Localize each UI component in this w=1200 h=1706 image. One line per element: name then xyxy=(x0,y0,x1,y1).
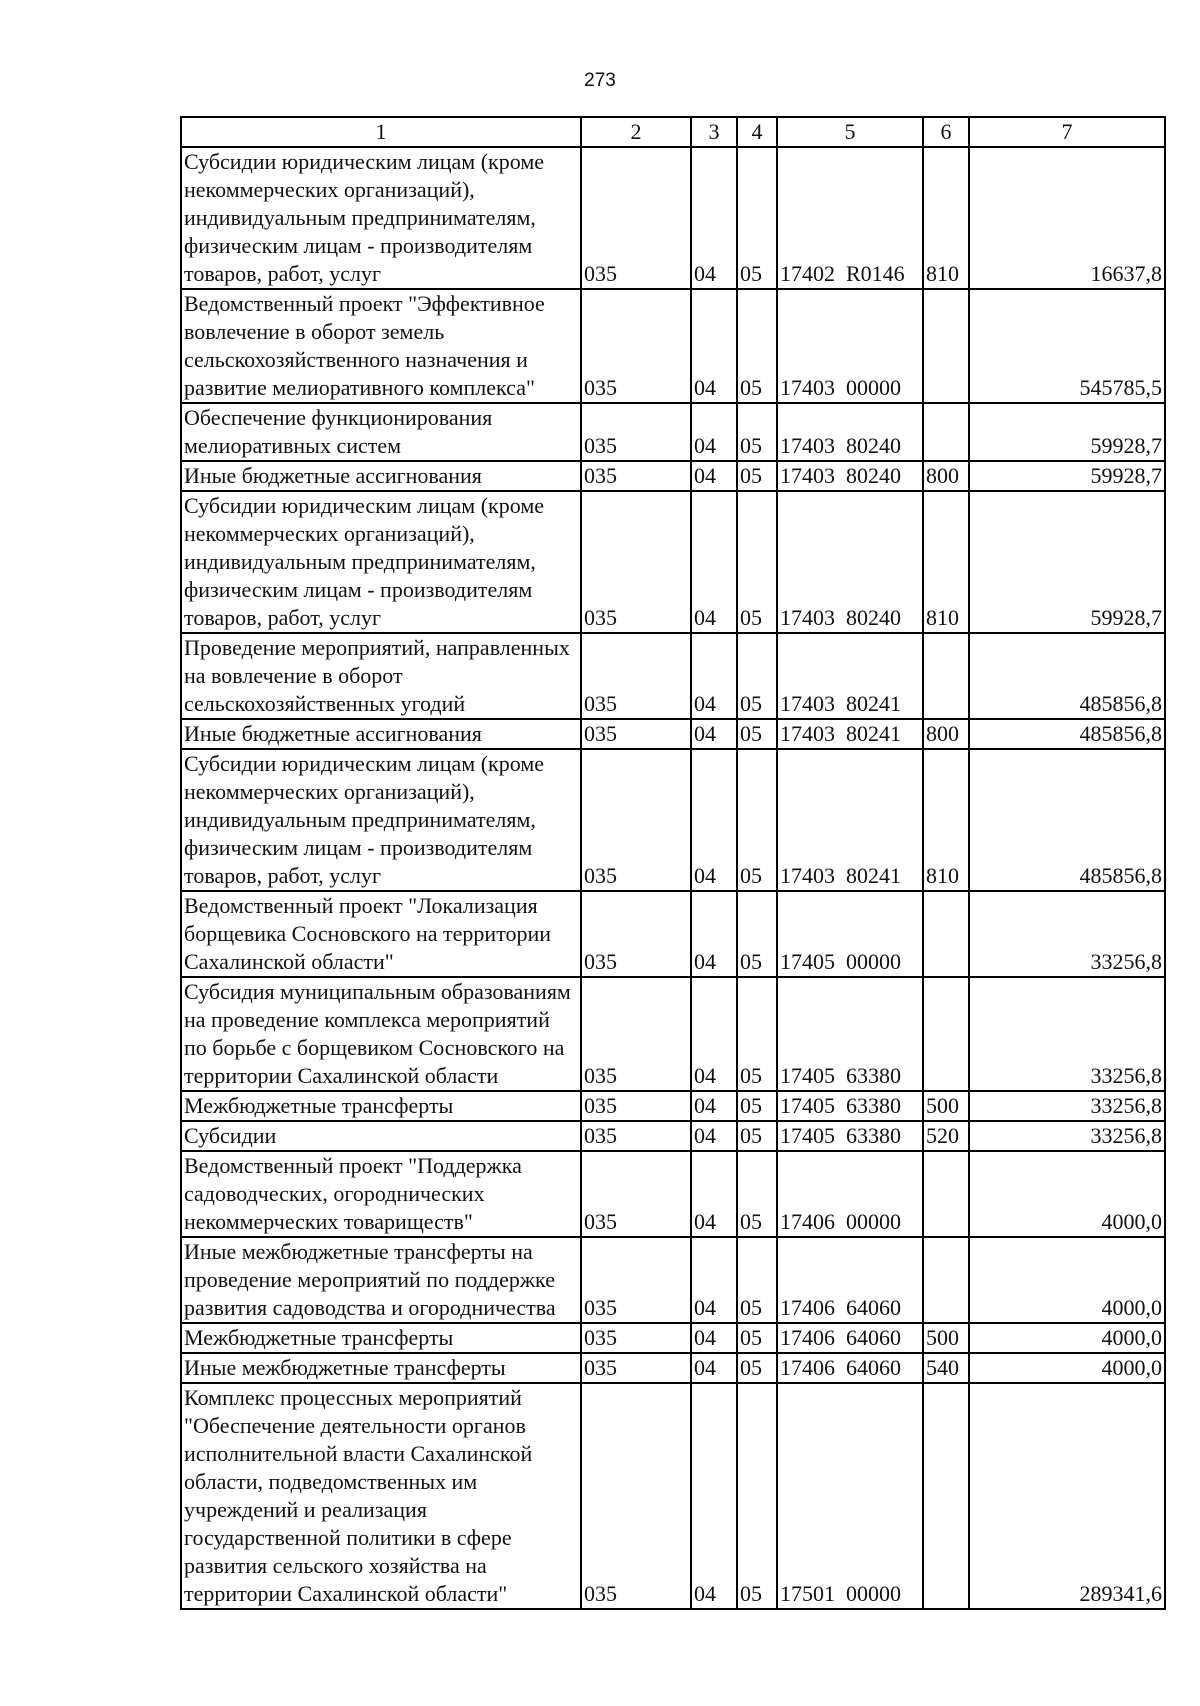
row-name: Иные межбюджетные трансферты на проведение мероприятий по поддержке развития садоводства и огородничества xyxy=(181,1237,581,1323)
row-name: Иные межбюджетные трансферты xyxy=(181,1353,581,1383)
header-col-7: 7 xyxy=(969,117,1165,147)
row-name: Обеспечение функционирования мелиоративных систем xyxy=(181,403,581,461)
header-col-4: 4 xyxy=(737,117,777,147)
row-amount: 33256,8 xyxy=(969,1121,1165,1151)
row-admin-code: 035 xyxy=(581,749,691,891)
row-expense-type: 500 xyxy=(923,1323,969,1353)
row-name: Межбюджетные трансферты xyxy=(181,1323,581,1353)
row-expense-type: 540 xyxy=(923,1353,969,1383)
row-admin-code: 035 xyxy=(581,289,691,403)
row-subsection: 05 xyxy=(737,1151,777,1237)
row-section: 04 xyxy=(691,1383,737,1609)
table-row xyxy=(181,1353,1165,1383)
row-admin-code: 035 xyxy=(581,719,691,749)
row-subsection: 05 xyxy=(737,1383,777,1609)
table-row xyxy=(181,977,1165,1091)
row-amount: 59928,7 xyxy=(969,491,1165,633)
row-expense-type: 520 xyxy=(923,1121,969,1151)
row-subsection: 05 xyxy=(737,1091,777,1121)
page-number: 273 xyxy=(584,70,616,91)
row-admin-code: 035 xyxy=(581,633,691,719)
table-row xyxy=(181,749,1165,891)
row-name: Субсидии юридическим лицам (кроме некоммерческих организаций), индивидуальным предпринимателям, физическим лицам - производителям товаров, работ, услуг xyxy=(181,147,581,289)
row-section: 04 xyxy=(691,147,737,289)
row-subsection: 05 xyxy=(737,719,777,749)
table-row xyxy=(181,719,1165,749)
row-amount: 4000,0 xyxy=(969,1353,1165,1383)
row-subsection: 05 xyxy=(737,1237,777,1323)
row-expense-type xyxy=(923,633,969,719)
row-admin-code: 035 xyxy=(581,491,691,633)
table-row xyxy=(181,891,1165,977)
row-amount: 4000,0 xyxy=(969,1151,1165,1237)
row-name: Субсидии юридическим лицам (кроме некоммерческих организаций), индивидуальным предпринимателям, физическим лицам - производителям товаров, работ, услуг xyxy=(181,749,581,891)
row-amount: 485856,8 xyxy=(969,719,1165,749)
row-name: Ведомственный проект "Эффективное вовлечение в оборот земель сельскохозяйственного назначения и развитие мелиоративного комплекса" xyxy=(181,289,581,403)
row-admin-code: 035 xyxy=(581,891,691,977)
row-amount: 33256,8 xyxy=(969,977,1165,1091)
header-col-1: 1 xyxy=(181,117,581,147)
row-amount: 33256,8 xyxy=(969,1091,1165,1121)
row-expense-type: 810 xyxy=(923,749,969,891)
row-subsection: 05 xyxy=(737,491,777,633)
row-expense-type xyxy=(923,977,969,1091)
row-admin-code: 035 xyxy=(581,1121,691,1151)
row-expense-type: 810 xyxy=(923,491,969,633)
row-expense-type: 800 xyxy=(923,461,969,491)
table-row xyxy=(181,1121,1165,1151)
row-subsection: 05 xyxy=(737,891,777,977)
row-admin-code: 035 xyxy=(581,1353,691,1383)
row-section: 04 xyxy=(691,289,737,403)
row-target-article: 17405 63380 xyxy=(777,1121,923,1151)
table-row xyxy=(181,1237,1165,1323)
row-section: 04 xyxy=(691,1121,737,1151)
row-name: Иные бюджетные ассигнования xyxy=(181,461,581,491)
table-row xyxy=(181,403,1165,461)
row-admin-code: 035 xyxy=(581,147,691,289)
table-row xyxy=(181,1323,1165,1353)
row-amount: 4000,0 xyxy=(969,1237,1165,1323)
row-amount: 16637,8 xyxy=(969,147,1165,289)
table-row xyxy=(181,461,1165,491)
table-row xyxy=(181,1383,1165,1609)
row-amount: 59928,7 xyxy=(969,461,1165,491)
row-target-article: 17405 63380 xyxy=(777,977,923,1091)
row-target-article: 17406 64060 xyxy=(777,1323,923,1353)
table-row xyxy=(181,1151,1165,1237)
row-expense-type xyxy=(923,403,969,461)
row-target-article: 17501 00000 xyxy=(777,1383,923,1609)
row-target-article: 17403 80241 xyxy=(777,633,923,719)
row-subsection: 05 xyxy=(737,461,777,491)
row-target-article: 17402 R0146 xyxy=(777,147,923,289)
row-target-article: 17405 00000 xyxy=(777,891,923,977)
header-col-2: 2 xyxy=(581,117,691,147)
row-target-article: 17403 80241 xyxy=(777,719,923,749)
row-expense-type xyxy=(923,1237,969,1323)
row-expense-type xyxy=(923,1383,969,1609)
row-name: Межбюджетные трансферты xyxy=(181,1091,581,1121)
row-admin-code: 035 xyxy=(581,1383,691,1609)
budget-table xyxy=(180,116,1166,1610)
row-expense-type: 810 xyxy=(923,147,969,289)
row-section: 04 xyxy=(691,749,737,891)
row-expense-type xyxy=(923,891,969,977)
row-target-article: 17405 63380 xyxy=(777,1091,923,1121)
row-expense-type xyxy=(923,289,969,403)
row-target-article: 17403 80240 xyxy=(777,491,923,633)
table-row xyxy=(181,491,1165,633)
table-row xyxy=(181,1091,1165,1121)
row-name: Ведомственный проект "Поддержка садоводческих, огороднических некоммерческих товариществ" xyxy=(181,1151,581,1237)
row-section: 04 xyxy=(691,633,737,719)
row-target-article: 17406 64060 xyxy=(777,1353,923,1383)
row-amount: 485856,8 xyxy=(969,749,1165,891)
row-expense-type xyxy=(923,1151,969,1237)
row-amount: 485856,8 xyxy=(969,633,1165,719)
row-section: 04 xyxy=(691,719,737,749)
table-body xyxy=(181,147,1165,1609)
row-expense-type: 800 xyxy=(923,719,969,749)
header-col-3: 3 xyxy=(691,117,737,147)
row-section: 04 xyxy=(691,491,737,633)
row-target-article: 17403 80240 xyxy=(777,403,923,461)
row-section: 04 xyxy=(691,1353,737,1383)
row-section: 04 xyxy=(691,891,737,977)
row-target-article: 17403 00000 xyxy=(777,289,923,403)
row-subsection: 05 xyxy=(737,977,777,1091)
row-name: Проведение мероприятий, направленных на вовлечение в оборот сельскохозяйственных угодий xyxy=(181,633,581,719)
row-section: 04 xyxy=(691,1323,737,1353)
row-target-article: 17406 64060 xyxy=(777,1237,923,1323)
row-subsection: 05 xyxy=(737,403,777,461)
table-row xyxy=(181,633,1165,719)
row-amount: 289341,6 xyxy=(969,1383,1165,1609)
row-admin-code: 035 xyxy=(581,1091,691,1121)
row-section: 04 xyxy=(691,1091,737,1121)
row-subsection: 05 xyxy=(737,749,777,891)
row-amount: 545785,5 xyxy=(969,289,1165,403)
row-name: Комплекс процессных мероприятий "Обеспечение деятельности органов исполнительной власти Сахалинской области, подведомственных им учреждений и реализация государственной политики в сфере развития сельского хозяйства на территории Сахалинской области" xyxy=(181,1383,581,1609)
row-admin-code: 035 xyxy=(581,977,691,1091)
row-name: Ведомственный проект "Локализация борщевика Сосновского на территории Сахалинской области" xyxy=(181,891,581,977)
row-section: 04 xyxy=(691,403,737,461)
row-target-article: 17403 80241 xyxy=(777,749,923,891)
row-admin-code: 035 xyxy=(581,461,691,491)
row-section: 04 xyxy=(691,977,737,1091)
row-subsection: 05 xyxy=(737,633,777,719)
row-amount: 4000,0 xyxy=(969,1323,1165,1353)
row-admin-code: 035 xyxy=(581,1237,691,1323)
row-admin-code: 035 xyxy=(581,1323,691,1353)
row-target-article: 17406 00000 xyxy=(777,1151,923,1237)
row-subsection: 05 xyxy=(737,1121,777,1151)
row-section: 04 xyxy=(691,1151,737,1237)
row-subsection: 05 xyxy=(737,1323,777,1353)
row-section: 04 xyxy=(691,1237,737,1323)
row-admin-code: 035 xyxy=(581,403,691,461)
row-name: Иные бюджетные ассигнования xyxy=(181,719,581,749)
row-subsection: 05 xyxy=(737,1353,777,1383)
row-section: 04 xyxy=(691,461,737,491)
row-admin-code: 035 xyxy=(581,1151,691,1237)
row-subsection: 05 xyxy=(737,289,777,403)
header-col-5: 5 xyxy=(777,117,923,147)
row-name: Субсидии xyxy=(181,1121,581,1151)
row-name: Субсидии юридическим лицам (кроме некоммерческих организаций), индивидуальным предпринимателям, физическим лицам - производителям товаров, работ, услуг xyxy=(181,491,581,633)
row-amount: 59928,7 xyxy=(969,403,1165,461)
header-col-6: 6 xyxy=(923,117,969,147)
row-amount: 33256,8 xyxy=(969,891,1165,977)
row-expense-type: 500 xyxy=(923,1091,969,1121)
table-row xyxy=(181,289,1165,403)
row-subsection: 05 xyxy=(737,147,777,289)
table-row xyxy=(181,147,1165,289)
row-name: Субсидия муниципальным образованиям на проведение комплекса мероприятий по борьбе с борщевиком Сосновского на территории Сахалинской области xyxy=(181,977,581,1091)
header-row xyxy=(181,117,1165,147)
row-target-article: 17403 80240 xyxy=(777,461,923,491)
